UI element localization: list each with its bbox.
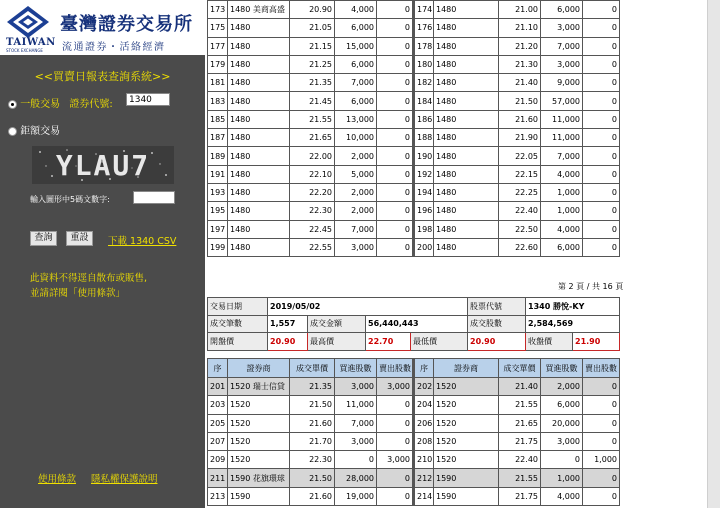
table-cell: 1,000 — [541, 202, 583, 220]
table-row — [208, 469, 620, 487]
table-cell: 212 — [414, 469, 434, 487]
stock-value: 1340 勝悅-KY — [526, 298, 620, 316]
table-cell: 200 — [414, 238, 434, 256]
table-row — [208, 414, 620, 432]
table-cell: 1480 — [434, 92, 499, 110]
table-cell: 1590 花旗環球 — [228, 469, 290, 487]
table-cell: 1480 — [228, 220, 290, 238]
block-trade-label: 鉅額交易 — [20, 126, 61, 137]
table-cell: 21.50 — [290, 396, 335, 414]
table-cell: 1480 — [434, 202, 499, 220]
table-cell: 22.45 — [290, 220, 335, 238]
table-cell: 178 — [414, 37, 434, 55]
table-cell: 19,000 — [335, 487, 377, 505]
table-cell: 213 — [208, 487, 228, 505]
table-cell: 22.20 — [290, 183, 335, 201]
captcha-noise — [32, 146, 174, 184]
table-cell: 6,000 — [335, 92, 377, 110]
block-trade-radio[interactable] — [8, 127, 17, 136]
table-cell: 4,000 — [541, 165, 583, 183]
table-cell: 1480 — [434, 55, 499, 73]
table-cell: 2,000 — [335, 202, 377, 220]
table-cell: 0 — [377, 238, 414, 256]
table-cell: 174 — [414, 1, 434, 19]
table-cell: 6,000 — [541, 1, 583, 19]
column-header: 序 — [208, 359, 228, 378]
table-cell: 6,000 — [335, 19, 377, 37]
table-cell: 7,000 — [335, 414, 377, 432]
table-row — [208, 220, 620, 238]
table-cell: 1480 — [434, 165, 499, 183]
table-cell: 0 — [583, 220, 620, 238]
table-cell: 198 — [414, 220, 434, 238]
page-indicator: 第 2 頁 / 共 16 頁 — [558, 282, 624, 291]
table-cell: 21.55 — [499, 469, 541, 487]
table-cell: 22.50 — [499, 220, 541, 238]
table-cell: 21.05 — [290, 19, 335, 37]
table-cell: 22.40 — [499, 451, 541, 469]
column-header: 成交單價 — [499, 359, 541, 378]
captcha-image — [32, 146, 174, 184]
table-cell: 1480 — [434, 37, 499, 55]
table-cell: 21.65 — [290, 129, 335, 147]
column-header: 證券商 — [434, 359, 499, 378]
table-cell: 3,000 — [377, 378, 414, 396]
table-cell: 1480 — [228, 202, 290, 220]
logo-cn-name: 臺灣證券交易所 — [60, 14, 193, 35]
trade-table-bottom — [207, 358, 620, 506]
table-cell: 205 — [208, 414, 228, 432]
captcha-prompt: 輸入圖形中5碼文數字: — [30, 195, 110, 204]
table-row — [208, 202, 620, 220]
column-header: 賣出股數 — [377, 359, 414, 378]
table-cell: 20.90 — [290, 1, 335, 19]
count-value: 1,557 — [268, 315, 308, 333]
notice-line1: 此資料不得逕自散布或販售, — [30, 273, 148, 284]
table-cell: 3,000 — [377, 451, 414, 469]
table-cell: 1480 — [228, 19, 290, 37]
table-cell: 21.70 — [290, 432, 335, 450]
table-cell: 22.40 — [499, 202, 541, 220]
table-cell: 0 — [335, 451, 377, 469]
block-trade-row — [8, 122, 60, 137]
open-value: 20.90 — [268, 333, 308, 351]
column-header: 買進股數 — [541, 359, 583, 378]
table-cell: 0 — [583, 238, 620, 256]
table-cell: 0 — [583, 74, 620, 92]
logo-cn-slogan: 流通證券・活絡經濟 — [62, 42, 166, 53]
low-value: 20.90 — [468, 333, 526, 351]
twse-logo-icon — [6, 5, 50, 39]
table-cell: 3,000 — [541, 432, 583, 450]
table-row — [208, 432, 620, 450]
table-cell: 7,000 — [541, 147, 583, 165]
table-cell: 1480 — [228, 165, 290, 183]
table-cell: 57,000 — [541, 92, 583, 110]
table-cell: 0 — [583, 414, 620, 432]
table-cell: 1480 — [434, 147, 499, 165]
table-cell: 1,000 — [583, 451, 620, 469]
table-cell: 0 — [583, 487, 620, 505]
table-cell: 21.15 — [290, 37, 335, 55]
table-cell: 1480 美商高盛 — [228, 1, 290, 19]
table-cell: 28,000 — [335, 469, 377, 487]
table-cell: 1480 — [228, 55, 290, 73]
table-cell: 1480 — [228, 37, 290, 55]
column-header: 序 — [414, 359, 434, 378]
table-cell: 11,000 — [335, 396, 377, 414]
table-cell: 22.30 — [290, 202, 335, 220]
table-cell: 22.25 — [499, 183, 541, 201]
table-cell: 0 — [583, 183, 620, 201]
table-cell: 21.35 — [290, 378, 335, 396]
table-cell: 182 — [414, 74, 434, 92]
table-cell: 21.00 — [499, 1, 541, 19]
table-row — [208, 487, 620, 505]
table-cell: 1480 — [434, 19, 499, 37]
table-cell: 3,000 — [335, 238, 377, 256]
twse-logo[interactable] — [0, 0, 205, 55]
table-cell: 21.60 — [290, 487, 335, 505]
table-cell: 1480 — [434, 129, 499, 147]
table-cell: 211 — [208, 469, 228, 487]
table-cell: 0 — [377, 165, 414, 183]
table-cell: 1520 — [434, 378, 499, 396]
table-cell: 179 — [208, 55, 228, 73]
table-cell: 0 — [377, 469, 414, 487]
table-cell: 22.30 — [290, 451, 335, 469]
table-cell: 1480 — [434, 220, 499, 238]
table-cell: 196 — [414, 202, 434, 220]
table-cell: 22.15 — [499, 165, 541, 183]
amount-value: 56,440,443 — [366, 315, 468, 333]
count-label: 成交筆數 — [208, 315, 268, 333]
table-cell: 21.55 — [499, 396, 541, 414]
table-cell: 0 — [377, 147, 414, 165]
table-cell: 0 — [377, 183, 414, 201]
column-header: 成交單價 — [290, 359, 335, 378]
table-cell: 0 — [583, 147, 620, 165]
general-trade-radio[interactable] — [8, 100, 17, 109]
table-row — [208, 37, 620, 55]
table-cell: 181 — [208, 74, 228, 92]
table-row — [208, 92, 620, 110]
table-cell: 21.75 — [499, 487, 541, 505]
table-cell: 0 — [583, 396, 620, 414]
table-row — [208, 110, 620, 128]
vertical-scrollbar[interactable] — [707, 0, 720, 508]
table-cell: 0 — [583, 92, 620, 110]
table-cell: 1480 — [434, 238, 499, 256]
table-cell: 4,000 — [541, 220, 583, 238]
table-cell: 0 — [583, 19, 620, 37]
table-cell: 190 — [414, 147, 434, 165]
table-cell: 197 — [208, 220, 228, 238]
table-cell: 21.55 — [290, 110, 335, 128]
table-row — [208, 129, 620, 147]
table-cell: 0 — [377, 487, 414, 505]
trade-table-top — [207, 0, 620, 257]
table-cell: 0 — [583, 469, 620, 487]
table-cell: 1520 — [228, 396, 290, 414]
amount-label: 成交金額 — [308, 315, 366, 333]
table-cell: 2,000 — [335, 183, 377, 201]
table-cell: 1590 — [434, 469, 499, 487]
table-cell: 4,000 — [335, 1, 377, 19]
table-cell: 0 — [377, 92, 414, 110]
table-row — [208, 238, 620, 256]
table-cell: 21.25 — [290, 55, 335, 73]
table-row — [208, 147, 620, 165]
table-cell: 0 — [377, 220, 414, 238]
table-cell: 187 — [208, 129, 228, 147]
privacy-link[interactable]: 隱私權保護說明 — [91, 474, 158, 485]
table-cell: 0 — [377, 110, 414, 128]
table-cell: 1480 — [228, 129, 290, 147]
table-cell: 0 — [377, 414, 414, 432]
table-cell: 0 — [377, 432, 414, 450]
table-cell: 1,000 — [541, 183, 583, 201]
table-cell: 0 — [377, 37, 414, 55]
table-row — [208, 183, 620, 201]
table-cell: 173 — [208, 1, 228, 19]
table-row — [208, 19, 620, 37]
table-cell: 3,000 — [541, 19, 583, 37]
table-cell: 206 — [414, 414, 434, 432]
trade-date-label: 交易日期 — [208, 298, 268, 316]
table-cell: 4,000 — [541, 487, 583, 505]
table-cell: 192 — [414, 165, 434, 183]
table-cell: 1480 — [434, 183, 499, 201]
table-cell: 0 — [583, 55, 620, 73]
table-cell: 0 — [583, 1, 620, 19]
general-trade-row — [8, 95, 113, 110]
table-cell: 21.10 — [499, 19, 541, 37]
table-cell: 188 — [414, 129, 434, 147]
table-cell: 22.60 — [499, 238, 541, 256]
table-cell: 175 — [208, 19, 228, 37]
table-cell: 22.00 — [290, 147, 335, 165]
stock-code-input[interactable] — [126, 93, 170, 106]
table-cell: 3,000 — [335, 378, 377, 396]
table-cell: 1480 — [228, 74, 290, 92]
table-row — [208, 74, 620, 92]
table-cell: 21.75 — [499, 432, 541, 450]
low-label: 最低價 — [411, 333, 468, 351]
query-button[interactable]: 查詢 — [30, 231, 57, 246]
table-cell: 0 — [377, 1, 414, 19]
table-cell: 20,000 — [541, 414, 583, 432]
table-cell: 1480 — [228, 147, 290, 165]
system-title: <<買賣日報表查詢系統>> — [34, 70, 171, 83]
table-cell: 184 — [414, 92, 434, 110]
table-row — [208, 165, 620, 183]
table-cell: 0 — [583, 378, 620, 396]
table-cell: 1590 — [228, 487, 290, 505]
column-header: 賣出股數 — [583, 359, 620, 378]
table-cell: 214 — [414, 487, 434, 505]
table-cell: 6,000 — [335, 55, 377, 73]
table-cell: 0 — [377, 202, 414, 220]
captcha-input[interactable] — [133, 191, 175, 204]
table-row — [208, 55, 620, 73]
table-cell: 1520 — [434, 396, 499, 414]
table-cell: 0 — [583, 432, 620, 450]
table-cell: 11,000 — [541, 110, 583, 128]
table-cell: 1520 — [228, 432, 290, 450]
table-cell: 5,000 — [335, 165, 377, 183]
table-cell: 21.20 — [499, 37, 541, 55]
table-cell: 1520 — [434, 414, 499, 432]
shares-label: 成交股數 — [468, 315, 526, 333]
table-cell: 22.10 — [290, 165, 335, 183]
table-cell: 22.55 — [290, 238, 335, 256]
table-cell: 207 — [208, 432, 228, 450]
table-cell: 21.40 — [499, 378, 541, 396]
reset-button[interactable]: 重設 — [66, 231, 93, 246]
table-cell: 1520 — [228, 414, 290, 432]
table-cell: 6,000 — [541, 238, 583, 256]
table-cell: 1480 — [434, 110, 499, 128]
table-cell: 0 — [583, 202, 620, 220]
table-cell: 21.60 — [499, 110, 541, 128]
table-cell: 180 — [414, 55, 434, 73]
table-cell: 21.90 — [499, 129, 541, 147]
logo-en-sub: STOCK EXCHANGE — [6, 48, 43, 53]
table-cell: 21.65 — [499, 414, 541, 432]
table-cell: 1480 — [228, 238, 290, 256]
table-cell: 0 — [583, 110, 620, 128]
table-cell: 9,000 — [541, 74, 583, 92]
close-label: 收盤價 — [526, 333, 573, 351]
download-csv-link[interactable]: 下載 1340 CSV — [108, 236, 177, 247]
stock-label: 股票代號 — [468, 298, 526, 316]
table-cell: 1480 — [228, 110, 290, 128]
table-cell: 204 — [414, 396, 434, 414]
table-cell: 1520 — [434, 432, 499, 450]
high-value: 22.70 — [366, 333, 411, 351]
table-cell: 1480 — [434, 74, 499, 92]
close-value: 21.90 — [573, 333, 620, 351]
table-cell: 2,000 — [541, 378, 583, 396]
table-cell: 1590 — [434, 487, 499, 505]
open-label: 開盤價 — [208, 333, 268, 351]
table-cell: 21.45 — [290, 92, 335, 110]
table-row — [208, 451, 620, 469]
table-cell: 195 — [208, 202, 228, 220]
logo-en-name: TAIWAN — [6, 37, 56, 48]
table-cell: 202 — [414, 378, 434, 396]
table-cell: 1480 — [228, 92, 290, 110]
table-cell: 13,000 — [335, 110, 377, 128]
table-cell: 1,000 — [541, 469, 583, 487]
high-label: 最高價 — [308, 333, 366, 351]
table-cell: 1520 瑞士信貸 — [228, 378, 290, 396]
table-cell: 3,000 — [335, 432, 377, 450]
terms-link[interactable]: 使用條款 — [38, 474, 77, 485]
table-cell: 0 — [377, 129, 414, 147]
table-cell: 208 — [414, 432, 434, 450]
general-trade-label: 一般交易 — [20, 99, 61, 110]
table-cell: 21.50 — [499, 92, 541, 110]
table-cell: 210 — [414, 451, 434, 469]
table-cell: 22.05 — [499, 147, 541, 165]
table-cell: 0 — [541, 451, 583, 469]
stock-code-label: 證券代號: — [69, 99, 113, 110]
table-cell: 189 — [208, 147, 228, 165]
table-cell: 0 — [583, 129, 620, 147]
table-cell: 21.35 — [290, 74, 335, 92]
table-cell: 209 — [208, 451, 228, 469]
table-cell: 3,000 — [541, 55, 583, 73]
table-cell: 183 — [208, 92, 228, 110]
sidebar — [0, 0, 205, 508]
table-cell: 11,000 — [541, 129, 583, 147]
table-cell: 0 — [377, 74, 414, 92]
table-cell: 0 — [377, 55, 414, 73]
table-cell: 15,000 — [335, 37, 377, 55]
table-cell: 201 — [208, 378, 228, 396]
table-cell: 7,000 — [335, 220, 377, 238]
table-cell: 177 — [208, 37, 228, 55]
trade-date-value: 2019/05/02 — [268, 298, 468, 316]
table-cell: 193 — [208, 183, 228, 201]
column-header: 買進股數 — [335, 359, 377, 378]
column-header: 證券商 — [228, 359, 290, 378]
table-cell: 1480 — [228, 183, 290, 201]
table-cell: 0 — [583, 165, 620, 183]
table-cell: 10,000 — [335, 129, 377, 147]
table-row — [208, 378, 620, 396]
table-cell: 176 — [414, 19, 434, 37]
table-row — [208, 396, 620, 414]
table-cell: 0 — [377, 19, 414, 37]
table-cell: 21.60 — [290, 414, 335, 432]
table-cell: 2,000 — [335, 147, 377, 165]
table-cell: 191 — [208, 165, 228, 183]
table-cell: 199 — [208, 238, 228, 256]
table-cell: 203 — [208, 396, 228, 414]
table-cell: 1480 — [434, 1, 499, 19]
table-row — [208, 1, 620, 19]
shares-value: 2,584,569 — [526, 315, 620, 333]
table-cell: 21.50 — [290, 469, 335, 487]
table-cell: 1520 — [434, 451, 499, 469]
table-cell: 1520 — [228, 451, 290, 469]
notice-line2: 並請詳閱「使用條款」 — [30, 288, 126, 299]
table-cell: 185 — [208, 110, 228, 128]
table-cell: 7,000 — [335, 74, 377, 92]
table-cell: 7,000 — [541, 37, 583, 55]
table-cell: 0 — [583, 37, 620, 55]
table-cell: 21.40 — [499, 74, 541, 92]
summary-table — [207, 297, 620, 351]
table-cell: 21.30 — [499, 55, 541, 73]
table-cell: 194 — [414, 183, 434, 201]
table-cell: 0 — [377, 396, 414, 414]
table-cell: 6,000 — [541, 396, 583, 414]
table-cell: 186 — [414, 110, 434, 128]
captcha-text: YLAU7 — [55, 149, 151, 182]
